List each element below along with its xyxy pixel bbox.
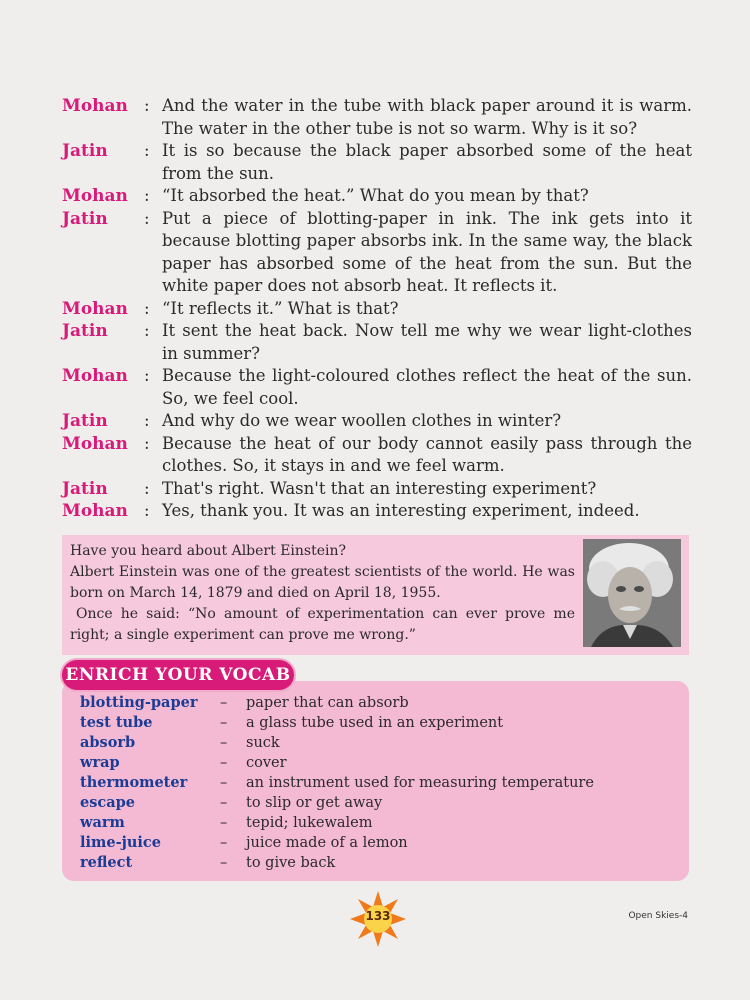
vocab-term: thermometer xyxy=(80,774,188,791)
vocab-definition: to give back xyxy=(246,855,336,871)
vocab-item xyxy=(80,753,680,773)
dialogue-line xyxy=(62,320,692,365)
vocab-definition: a glass tube used in an experiment xyxy=(246,715,504,731)
speaker-name: Mohan xyxy=(62,501,128,521)
colon: : xyxy=(144,433,150,453)
colon: : xyxy=(144,96,150,115)
vocab-dash: – xyxy=(220,835,228,851)
series-title: Open Skies-4 xyxy=(628,911,688,921)
colon: : xyxy=(144,208,150,228)
colon: : xyxy=(144,298,150,318)
vocab-term: warm xyxy=(80,814,125,831)
dialogue-line xyxy=(62,410,692,433)
vocab-dash: – xyxy=(220,855,228,871)
speaker-name: Mohan xyxy=(62,186,128,206)
vocab-term: lime-juice xyxy=(80,834,161,851)
speech-text: “It reflects it.” What is that? xyxy=(162,298,399,318)
einstein-bio: Albert Einstein was one of the greatest scientists of the world. He was born on March 14, 1879 and died on April 18, 1955. xyxy=(70,564,575,601)
speech-text: Put a piece of blotting-paper in ink. The ink gets into it because blotting paper absorbs ink. In the same way, the black paper has absorbed some of the heat from the sun. But the white paper does not absorb heat. It reflects it. xyxy=(162,208,692,295)
einstein-quote: Once he said: “No amount of experimentation can ever prove me right; a single experiment can prove me wrong.” xyxy=(70,606,575,643)
vocab-item xyxy=(80,693,680,713)
dialogue-line xyxy=(62,298,692,321)
vocab-definition: cover xyxy=(246,755,287,771)
speech-text: That's right. Wasn't that an interesting experiment? xyxy=(162,478,597,498)
vocab-heading: ENRICH YOUR VOCAB xyxy=(62,660,294,690)
speech-text: Yes, thank you. It was an interesting experiment, indeed. xyxy=(162,501,640,520)
speaker-name: Mohan xyxy=(62,366,128,386)
page-number-badge xyxy=(350,891,406,947)
colon: : xyxy=(144,478,150,498)
vocab-item xyxy=(80,833,680,853)
speaker-name: Mohan xyxy=(62,96,128,116)
speech-text: “It absorbed the heat.” What do you mean by that? xyxy=(162,186,589,205)
speech-text: And the water in the tube with black paper around it is warm. The water in the other tube is not so warm. Why is it so? xyxy=(162,96,692,138)
vocab-dash: – xyxy=(220,695,228,711)
vocab-definition: juice made of a lemon xyxy=(246,835,408,851)
vocab-dash: – xyxy=(220,715,228,731)
vocab-term: escape xyxy=(80,794,135,811)
einstein-photo xyxy=(583,539,681,647)
vocab-definition: tepid; lukewalem xyxy=(246,815,373,831)
vocab-item xyxy=(80,853,680,873)
vocab-term: wrap xyxy=(80,754,120,771)
dialogue-line xyxy=(62,208,692,298)
speech-text: Because the heat of our body cannot easily pass through the clothes. So, it stays in and we feel warm. xyxy=(162,433,692,475)
vocab-term: blotting-paper xyxy=(80,694,198,711)
speaker-name: Jatin xyxy=(62,141,108,161)
colon: : xyxy=(144,366,150,385)
vocab-item xyxy=(80,733,680,753)
vocab-box xyxy=(62,681,689,881)
vocab-dash: – xyxy=(220,795,228,811)
dialogue-line xyxy=(62,140,692,185)
vocab-definition: paper that can absorb xyxy=(246,695,409,711)
vocab-dash: – xyxy=(220,735,228,751)
speech-text: It sent the heat back. Now tell me why we wear light-clothes in summer? xyxy=(162,321,692,363)
speaker-name: Jatin xyxy=(62,478,108,499)
vocab-dash: – xyxy=(220,815,228,831)
dialogue-line xyxy=(62,95,692,140)
dialogue-line xyxy=(62,433,692,478)
speaker-name: Jatin xyxy=(62,208,108,229)
einstein-info-box xyxy=(62,535,689,655)
vocab-term: reflect xyxy=(80,854,133,871)
speaker-name: Mohan xyxy=(62,298,128,319)
vocab-dash: – xyxy=(220,755,228,771)
dialogue-line xyxy=(62,500,692,523)
speaker-name: Jatin xyxy=(62,321,108,341)
einstein-text xyxy=(70,541,575,646)
vocab-definition: to slip or get away xyxy=(246,795,383,811)
page-number: 133 xyxy=(365,909,391,923)
vocab-item xyxy=(80,813,680,833)
speech-text: Because the light-coloured clothes reflect the heat of the sun. So, we feel cool. xyxy=(162,366,692,408)
einstein-question: Have you heard about Albert Einstein? xyxy=(70,543,347,559)
speaker-name: Mohan xyxy=(62,433,128,454)
speech-text: It is so because the black paper absorbed some of the heat from the sun. xyxy=(162,141,692,183)
speech-text: And why do we wear woollen clothes in winter? xyxy=(162,411,562,430)
dialogue-line xyxy=(62,365,692,410)
vocab-definition: an instrument used for measuring temperature xyxy=(246,775,594,791)
colon: : xyxy=(144,321,150,340)
dialogue-line xyxy=(62,185,692,208)
vocab-list xyxy=(80,693,680,873)
vocab-item xyxy=(80,793,680,813)
vocab-term: absorb xyxy=(80,734,136,751)
vocab-item xyxy=(80,773,680,793)
colon: : xyxy=(144,186,150,205)
vocab-term: test tube xyxy=(80,714,153,731)
dialogue xyxy=(62,95,692,523)
vocab-dash: – xyxy=(220,775,228,791)
speaker-name: Jatin xyxy=(62,411,108,431)
vocab-definition: suck xyxy=(246,735,280,751)
vocab-item xyxy=(80,713,680,733)
colon: : xyxy=(144,141,150,160)
dialogue-line xyxy=(62,478,692,501)
colon: : xyxy=(144,411,150,430)
colon: : xyxy=(144,501,150,520)
